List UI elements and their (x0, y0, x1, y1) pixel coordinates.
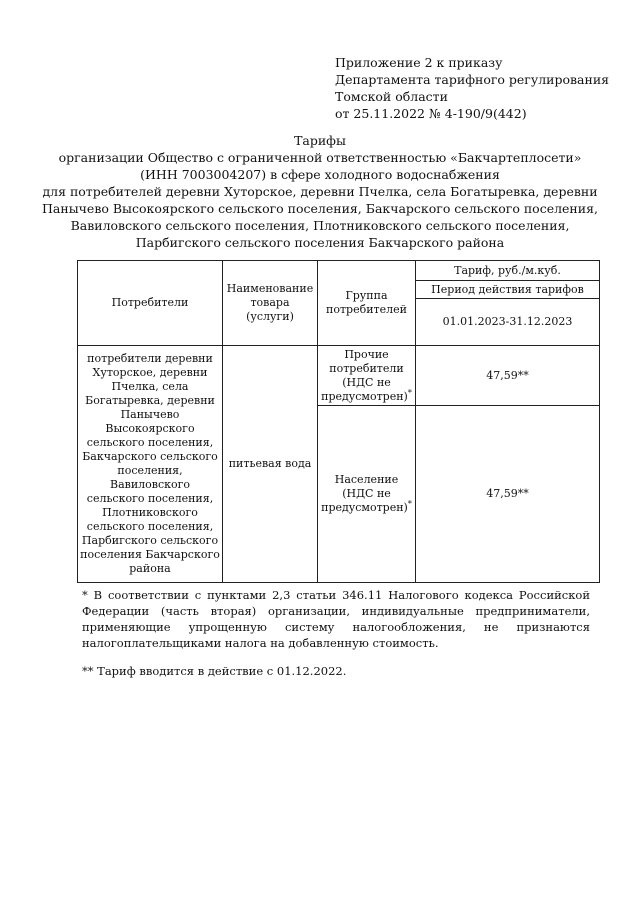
approval-line-3: Томской области (335, 89, 448, 104)
title-line-7: Парбигского сельского поселения Бакчарского района (135, 235, 505, 250)
title-line-2: организации Общество с ограниченной ответственностью «Бакчартеплосети» (58, 150, 582, 165)
header-group: Группа потребителей (318, 261, 416, 346)
title-line-1: Тарифы (294, 133, 346, 148)
title-line-4: для потребителей деревни Хуторское, деревни Пчелка, села Богатыревка, деревни (42, 184, 598, 199)
tariff-table (77, 260, 600, 583)
header-tariff: Тариф, руб./м.куб. (416, 261, 600, 281)
approval-line-2: Департамента тарифного регулирования (335, 72, 610, 87)
header-consumers: Потребители (78, 261, 223, 346)
consumers-cell: потребители деревни Хуторское, деревни Пчелка, села Богатыревка, деревни Панычево Высокоярского сельского поселения, Бакчарского сельского поселения, Вавиловского сельского поселения, Плотниковского сельского поселения, Парбигского сельского поселения Бакчарского района (78, 346, 223, 583)
footnote-effective-date: ** Тариф вводится в действие с 01.12.2022. (82, 664, 347, 678)
group-cell-other (318, 346, 416, 406)
goods-cell: питьевая вода (223, 346, 318, 583)
group-cell-population (318, 406, 416, 583)
group-other-footnote-mark: * (407, 387, 412, 397)
group-population-label: Население (НДС не предусмотрен) (321, 473, 408, 514)
header-goods: Наименование товара (услуги) (223, 261, 318, 346)
approval-block (335, 54, 625, 122)
group-other-label: Прочие потребители (НДС не предусмотрен) (321, 347, 408, 403)
approval-line-4: от 25.11.2022 № 4-190/9(442) (335, 106, 527, 121)
title-line-5: Панычево Высокоярского сельского поселения, Бакчарского сельского поселения, (42, 201, 598, 216)
title-line-3: (ИНН 7003004207) в сфере холодного водоснабжения (140, 167, 500, 182)
footnotes (82, 587, 590, 679)
header-period: Период действия тарифов (416, 281, 600, 299)
footnote-vat: * В соответствии с пунктами 2,3 статьи 346.11 Налогового кодекса Российской Федерации (часть вторая) организации, индивидуальные предприниматели, применяющие упрощенную систему налогообложения, не признаются налогоплательщиками налога на добавленную стоимость. (82, 588, 590, 650)
tariff-cell-other: 47,59** (416, 346, 600, 406)
tariff-cell-population: 47,59** (416, 406, 600, 583)
group-population-footnote-mark: * (407, 499, 412, 509)
approval-line-1: Приложение 2 к приказу (335, 55, 503, 70)
document-title (40, 132, 600, 251)
title-line-6: Вавиловского сельского поселения, Плотниковского сельского поселения, (70, 218, 570, 233)
header-period-value: 01.01.2023-31.12.2023 (416, 299, 600, 346)
